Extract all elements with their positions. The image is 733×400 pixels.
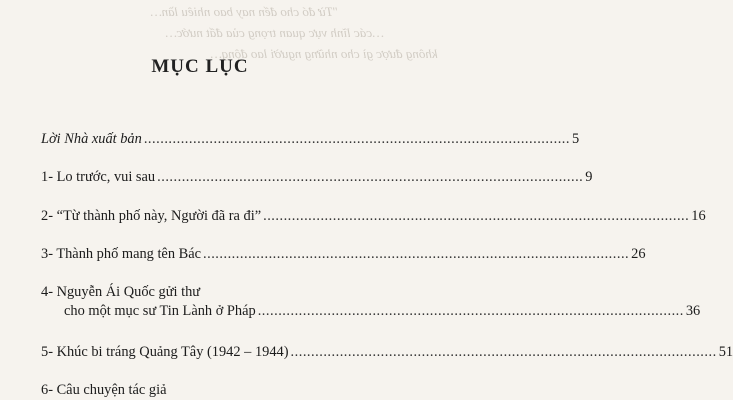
toc-entry-label: 5- Khúc bi tráng Quảng Tây (1942 – 1944): [41, 344, 289, 360]
bleed-line-1: "Từ đó cho đến nay bao nhiêu lần…: [150, 4, 339, 19]
toc-page-number: 36: [685, 303, 701, 319]
bleed-line-3: không được gì cho những người lao động…: [210, 46, 438, 61]
toc-entry-label: Lời Nhà xuất bản: [41, 131, 142, 147]
dot-leader: ........................................................................................................: [203, 246, 630, 262]
toc-entry-3[interactable]: [41, 245, 646, 264]
bleed-line-2: …các lĩnh vực quan trọng của đất nước…: [165, 25, 384, 40]
toc-entry-label-continued: cho một mục sư Tin Lành ở Pháp: [64, 303, 256, 319]
toc-page-number: 51: [718, 344, 733, 360]
toc-page-number: 16: [691, 208, 706, 224]
toc-entry-label: 2- “Từ thành phố này, Người đã ra đi”: [41, 208, 262, 224]
toc-page-number: 9: [585, 169, 593, 185]
dot-leader: ........................................................................................................: [143, 131, 570, 147]
toc-page-number: 26: [631, 246, 646, 262]
toc-entry-6[interactable]: [41, 381, 352, 400]
dot-leader: ........................................................................................................: [290, 344, 717, 360]
toc-entry-preface[interactable]: [41, 130, 580, 149]
toc-entry-label: 1- Lo trước, vui sau: [41, 169, 156, 185]
dot-leader: ........................................................................................................: [257, 303, 684, 319]
toc-entry-label: 3- Thành phố mang tên Bác: [41, 246, 201, 262]
toc-entry-2[interactable]: [41, 207, 706, 226]
dot-leader: ........................................................................................................: [263, 208, 690, 224]
toc-entry-1[interactable]: [41, 168, 593, 187]
toc-entry-4[interactable]: [41, 283, 701, 321]
toc-entry-label: 4- Nguyễn Ái Quốc gửi thư: [41, 284, 201, 300]
toc-entry-label: 6- Câu chuyện tác giả: [41, 382, 167, 398]
toc-page-number: 5: [571, 131, 580, 147]
dot-leader: ........................................................................................................: [157, 169, 584, 185]
toc-entry-5[interactable]: [41, 343, 733, 362]
page-title: MỤC LỤC: [151, 56, 249, 77]
